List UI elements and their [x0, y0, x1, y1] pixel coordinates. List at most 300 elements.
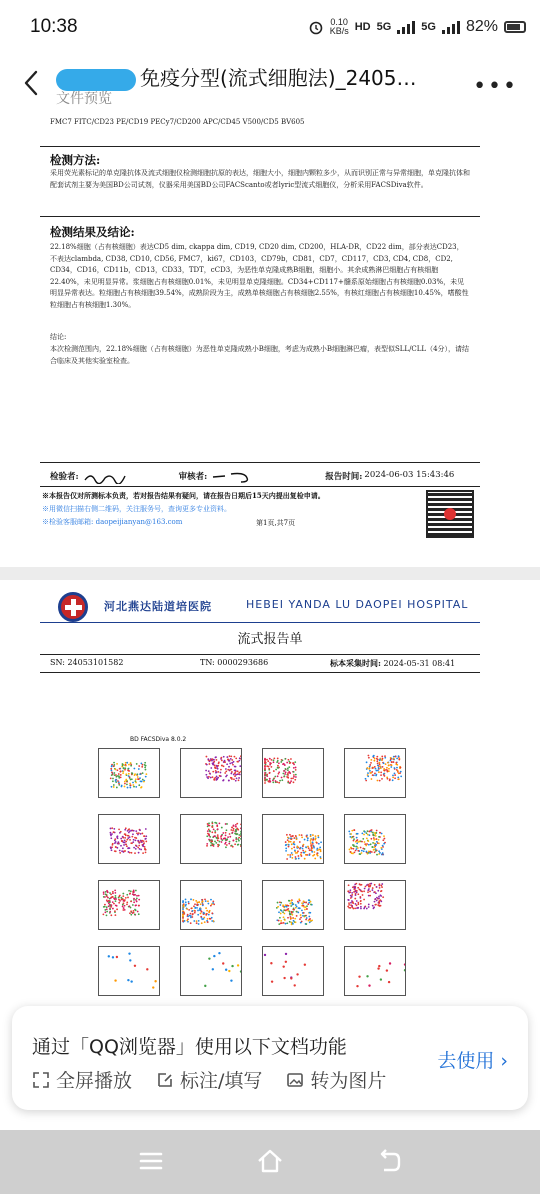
scatter-dot: [388, 764, 390, 766]
scatter-dot: [135, 904, 137, 906]
scatter-dot: [135, 890, 137, 892]
scatter-dot: [391, 761, 393, 763]
scatter-dot: [292, 917, 294, 919]
scatter-dot: [374, 772, 376, 774]
scatter-dot: [216, 771, 218, 773]
scatter-dot: [122, 772, 124, 774]
scatter-dot: [394, 767, 396, 769]
scatter-dot: [129, 839, 131, 841]
annotate-option[interactable]: 标注/填写: [156, 1066, 262, 1093]
scatter-dot: [281, 777, 283, 779]
scatter-dot: [363, 850, 365, 852]
scatter-dot: [240, 823, 242, 825]
scatter-dot: [296, 906, 298, 908]
scatter-dot: [361, 852, 363, 854]
scatter-dot: [282, 773, 284, 775]
scatter-dot: [273, 778, 275, 780]
divider: [40, 654, 480, 655]
scatter-dot: [370, 831, 372, 833]
scatter-dot: [278, 771, 280, 773]
scatter-dot: [375, 835, 377, 837]
scatter-dot: [124, 769, 126, 771]
scatter-dot: [127, 837, 129, 839]
scatter-dot: [189, 915, 191, 917]
scatter-dot: [116, 763, 118, 765]
scatter-dot: [295, 774, 297, 776]
scatter-dot: [212, 763, 214, 765]
scatter-dot: [382, 839, 384, 841]
scatter-dot: [134, 773, 136, 775]
scatter-dot: [290, 977, 292, 979]
scatter-dot: [144, 766, 146, 768]
scatter-dot: [404, 969, 406, 971]
scatter-dot: [265, 779, 267, 781]
scatter-dot: [367, 891, 369, 893]
scatter-dot: [381, 886, 383, 888]
scatter-dot: [367, 772, 369, 774]
scatter-dot: [126, 903, 128, 905]
scatter-dot: [267, 780, 269, 782]
scatter-dot: [137, 834, 139, 836]
scatter-dot: [152, 986, 154, 988]
scatter-dot: [236, 841, 238, 843]
scatter-dot: [240, 834, 242, 836]
scatter-dot: [115, 905, 117, 907]
scatter-dot: [379, 763, 381, 765]
scatter-dot: [228, 766, 230, 768]
fullscreen-option[interactable]: 全屏播放: [32, 1066, 132, 1093]
scatter-dot: [307, 903, 309, 905]
scatter-dot: [133, 839, 135, 841]
scatter-dot: [354, 852, 356, 854]
scatter-dot: [127, 835, 129, 837]
scatter-dot: [307, 839, 309, 841]
scatter-dot: [196, 922, 198, 924]
scatter-dot: [217, 768, 219, 770]
scatter-dot: [295, 769, 297, 771]
scatter-dot: [374, 891, 376, 893]
scatter-dot: [228, 970, 230, 972]
scatter-dot: [369, 767, 371, 769]
scatter-dot: [196, 907, 198, 909]
scatter-dot: [290, 835, 292, 837]
scatter-dot: [188, 903, 190, 905]
scatter-dot: [140, 787, 142, 789]
scatter-dot: [292, 909, 294, 911]
scatter-dot: [289, 782, 291, 784]
scatter-dot: [225, 969, 227, 971]
scatter-dot: [221, 835, 223, 837]
scatter-dot: [131, 852, 133, 854]
scatter-dot: [384, 770, 386, 772]
scatter-dot: [125, 764, 127, 766]
scatter-dot: [225, 776, 227, 778]
scatter-dot: [295, 776, 297, 778]
scatter-dot: [182, 917, 184, 919]
scatter-dot: [372, 833, 374, 835]
scatter-dot: [145, 835, 147, 837]
scatter-dot: [103, 906, 105, 908]
scatter-dot: [369, 852, 371, 854]
scatter-dot: [284, 773, 286, 775]
scatter-dot: [122, 898, 124, 900]
scatter-dot: [104, 896, 106, 898]
scatter-dot: [197, 914, 199, 916]
scatter-dot: [185, 899, 187, 901]
scatter-dot: [127, 897, 129, 899]
scatter-dot: [120, 776, 122, 778]
scatter-dot: [204, 921, 206, 923]
scatter-dot: [135, 830, 137, 832]
scatter-dot: [366, 908, 368, 910]
scatter-dot: [110, 847, 112, 849]
scatter-dot: [123, 844, 125, 846]
scatter-dot: [302, 848, 304, 850]
scatter-dot: [118, 902, 120, 904]
scatter-dot: [138, 768, 140, 770]
scatter-dot: [396, 769, 398, 771]
scatter-dot: [374, 898, 376, 900]
scatter-dot: [293, 781, 295, 783]
scatter-dot: [299, 834, 301, 836]
scatter-dot: [280, 920, 282, 922]
scatter-dot: [363, 890, 365, 892]
scatter-dot: [381, 778, 383, 780]
scatter-dot: [122, 906, 124, 908]
scatter-dot: [378, 896, 380, 898]
scatter-dot: [227, 836, 229, 838]
scatter-dot: [377, 780, 379, 782]
scatter-dot: [108, 901, 110, 903]
scatter-dot: [297, 846, 299, 848]
scatter-dot: [293, 771, 295, 773]
scatter-dot: [231, 759, 233, 761]
scatter-dot: [295, 767, 297, 769]
scatter-dot: [388, 981, 390, 983]
scatter-dot: [313, 851, 315, 853]
scatter-dot: [138, 784, 140, 786]
scatter-dot: [188, 901, 190, 903]
scatter-dot: [217, 771, 219, 773]
scatter-dot: [287, 854, 289, 856]
scatter-dot: [232, 830, 234, 832]
scatter-dot: [284, 775, 286, 777]
scatter-dot: [191, 916, 193, 918]
scatter-dot: [312, 843, 314, 845]
go-use-button[interactable]: 去使用 ›: [437, 1050, 508, 1072]
scatter-dot: [214, 840, 216, 842]
scatter-dot: [129, 905, 131, 907]
scatter-dot: [300, 852, 302, 854]
scatter-dot: [220, 838, 222, 840]
scatter-dot: [102, 913, 104, 915]
scatter-dot: [144, 764, 146, 766]
scatter-dot: [205, 907, 207, 909]
plots-title: BD FACSDiva 8.0.2: [130, 736, 187, 743]
scatter-dot: [240, 755, 242, 757]
scatter-dot: [225, 846, 227, 848]
scatter-dot: [118, 895, 120, 897]
scatter-dot: [113, 828, 115, 830]
scatter-dot: [211, 823, 213, 825]
scatter-dot: [205, 774, 207, 776]
scatter-dot: [300, 917, 302, 919]
scatter-dot: [376, 756, 378, 758]
home-icon[interactable]: [255, 1146, 285, 1176]
scatter-dot: [135, 786, 137, 788]
scatter-dots: [345, 947, 406, 996]
scatter-dot: [378, 842, 380, 844]
scatter-dot: [381, 833, 383, 835]
scatter-dot: [379, 832, 381, 834]
scatter-dot: [286, 834, 288, 836]
scatter-dot: [383, 773, 385, 775]
scatter-dot: [213, 828, 215, 830]
scatter-dot: [396, 767, 398, 769]
scatter-dot: [349, 907, 351, 909]
more-options-icon[interactable]: •••: [473, 74, 518, 99]
scatter-dot: [133, 898, 135, 900]
scatter-dot: [235, 829, 237, 831]
scatter-dot: [137, 778, 139, 780]
scatter-dot: [359, 883, 361, 885]
scatter-dot: [130, 784, 132, 786]
scatter-dot: [220, 772, 222, 774]
scatter-plot: [262, 748, 324, 798]
scatter-plot: [344, 946, 406, 996]
scatter-dot: [238, 837, 240, 839]
scatter-dot: [350, 902, 352, 904]
report-time: 2024-06-03 15:43:46: [364, 470, 455, 480]
scatter-dot: [368, 755, 370, 757]
scatter-dot: [111, 774, 113, 776]
scatter-dot: [378, 767, 380, 769]
scatter-dot: [126, 783, 128, 785]
scatter-dot: [236, 777, 238, 779]
scatter-dot: [372, 832, 374, 834]
scatter-dot: [289, 834, 291, 836]
scatter-dot: [190, 922, 192, 924]
scatter-dot: [185, 904, 187, 906]
scatter-dot: [378, 965, 380, 967]
scatter-dot: [266, 759, 268, 761]
scatter-dot: [145, 769, 147, 771]
scatter-dot: [230, 829, 232, 831]
scatter-dot: [210, 767, 212, 769]
scatter-dot: [372, 774, 374, 776]
scatter-dot: [207, 830, 209, 832]
scatter-dot: [310, 844, 312, 846]
scatter-dot: [114, 774, 116, 776]
hospital-name-en: HEBEI YANDA LU DAOPEI HOSPITAL: [246, 598, 469, 611]
scatter-dot: [282, 911, 284, 913]
scatter-dot: [110, 828, 112, 830]
document-page-1: [0, 112, 540, 567]
scatter-dot: [367, 840, 369, 842]
scatter-dot: [360, 903, 362, 905]
scatter-dot: [281, 779, 283, 781]
scatter-dot: [361, 832, 363, 834]
scatter-dot: [384, 757, 386, 759]
scatter-dot: [230, 979, 232, 981]
result-heading: 检测结果及结论:: [50, 225, 135, 239]
scatter-dot: [295, 904, 297, 906]
scatter-dot: [274, 776, 276, 778]
scatter-dot: [301, 834, 303, 836]
scatter-dot: [106, 908, 108, 910]
scatter-dot: [138, 765, 140, 767]
scatter-dot: [272, 781, 274, 783]
scatter-dot: [370, 762, 372, 764]
scatter-dot: [125, 773, 127, 775]
scatter-dot: [310, 904, 312, 906]
scatter-dot: [133, 847, 135, 849]
reviewer-signature: [211, 470, 271, 484]
scatter-dot: [368, 834, 370, 836]
scatter-dot: [277, 906, 279, 908]
scatter-dot: [213, 759, 215, 761]
collect-time-field: 标本采集时间: 2024-05-31 08:41: [330, 658, 456, 668]
scatter-dot: [183, 905, 185, 907]
scatter-dot: [404, 963, 406, 965]
scatter-dot: [112, 892, 114, 894]
scatter-dot: [113, 784, 115, 786]
scatter-dot: [363, 834, 365, 836]
scatter-dot: [290, 841, 292, 843]
scatter-dot: [389, 962, 391, 964]
scatter-dot: [141, 833, 143, 835]
scatter-dot: [293, 776, 295, 778]
scatter-dot: [379, 883, 381, 885]
scatter-dot: [118, 841, 120, 843]
menu-icon[interactable]: [136, 1146, 166, 1176]
scatter-dot: [377, 890, 379, 892]
scatter-dot: [127, 830, 129, 832]
scatter-dot: [369, 772, 371, 774]
scatter-dot: [124, 837, 126, 839]
scatter-dot: [289, 856, 291, 858]
scatter-dot: [307, 846, 309, 848]
scatter-dot: [382, 896, 384, 898]
scatter-dot: [119, 852, 121, 854]
scatter-dot: [211, 758, 213, 760]
scatter-dot: [205, 770, 207, 772]
scatter-dot: [122, 893, 124, 895]
scatter-dot: [193, 899, 195, 901]
scatter-dot: [206, 835, 208, 837]
scatter-dot: [375, 768, 377, 770]
back-icon[interactable]: [374, 1146, 404, 1176]
scatter-plot: [98, 946, 160, 996]
back-arrow-icon[interactable]: [18, 66, 48, 100]
scatter-dot: [360, 906, 362, 908]
scatter-dot: [139, 773, 141, 775]
scatter-dot: [104, 911, 106, 913]
scatter-dot: [397, 776, 399, 778]
scatter-dot: [115, 898, 117, 900]
scatter-dot: [143, 781, 145, 783]
scatter-dot: [140, 780, 142, 782]
scatter-dot: [359, 896, 361, 898]
scatter-dot: [303, 906, 305, 908]
scatter-dot: [288, 766, 290, 768]
image-icon: [286, 1071, 304, 1089]
scatter-dot: [354, 898, 356, 900]
scatter-dot: [119, 768, 121, 770]
scatter-dot: [351, 836, 353, 838]
scatter-dot: [124, 781, 126, 783]
scatter-dot: [144, 846, 146, 848]
scatter-dot: [287, 839, 289, 841]
scatter-dot: [235, 826, 237, 828]
scatter-dot: [103, 891, 105, 893]
scatter-dot: [200, 916, 202, 918]
scatter-dot: [284, 919, 286, 921]
scatter-dot: [130, 914, 132, 916]
scatter-dot: [113, 772, 115, 774]
scatter-dot: [221, 827, 223, 829]
scatter-dot: [264, 761, 266, 763]
scatter-dot: [134, 965, 136, 967]
scatter-dot: [145, 851, 147, 853]
scatter-dot: [374, 843, 376, 845]
conclusion-text: 本次检测范围内，22.18%细胞（占有核细胞）为恶性单克隆成熟小B细胞，考虑为成熟小B细胞淋巴瘤，表型似SLL/CLL（4分），请结合临床及其他实验室检查。: [50, 345, 470, 365]
scatter-dot: [299, 841, 301, 843]
scatter-dot: [356, 900, 358, 902]
scatter-dot: [115, 779, 117, 781]
scatter-dot: [207, 758, 209, 760]
scatter-dot: [366, 767, 368, 769]
scatter-dot: [200, 913, 202, 915]
scatter-dot: [316, 842, 318, 844]
scatter-dot: [285, 953, 287, 955]
document-title: 免疫分型(流式细胞法)_2405…: [56, 62, 456, 91]
scatter-dot: [350, 833, 352, 835]
email-note: ※检验客服邮箱: daopeijianyan@163.com: [42, 518, 183, 526]
scatter-dot: [130, 890, 132, 892]
scatter-dot: [375, 850, 377, 852]
scatter-dot: [298, 907, 300, 909]
scatter-dot: [209, 910, 211, 912]
scatter-dot: [141, 840, 143, 842]
network-type-2: 5G: [421, 21, 436, 33]
scatter-dot: [303, 912, 305, 914]
scatter-dot: [374, 904, 376, 906]
scatter-dot: [314, 858, 316, 860]
scatter-dot: [275, 780, 277, 782]
scatter-dot: [138, 913, 140, 915]
scatter-dot: [310, 840, 312, 842]
scatter-dot: [283, 763, 285, 765]
scatter-dot: [235, 780, 237, 782]
scatter-dot: [240, 970, 242, 972]
scatter-dot: [196, 902, 198, 904]
scatter-dot: [366, 975, 368, 977]
scatter-dot: [238, 834, 240, 836]
scatter-dot: [105, 891, 107, 893]
scatter-dot: [291, 912, 293, 914]
scatter-dot: [121, 840, 123, 842]
scatter-dot: [367, 852, 369, 854]
scatter-dot: [186, 908, 188, 910]
convert-image-option[interactable]: 转为图片: [286, 1066, 386, 1093]
scatter-dot: [128, 890, 130, 892]
scatter-dot: [203, 912, 205, 914]
scatter-dot: [125, 843, 127, 845]
scatter-dot: [282, 904, 284, 906]
scatter-dot: [280, 761, 282, 763]
scatter-dot: [137, 840, 139, 842]
